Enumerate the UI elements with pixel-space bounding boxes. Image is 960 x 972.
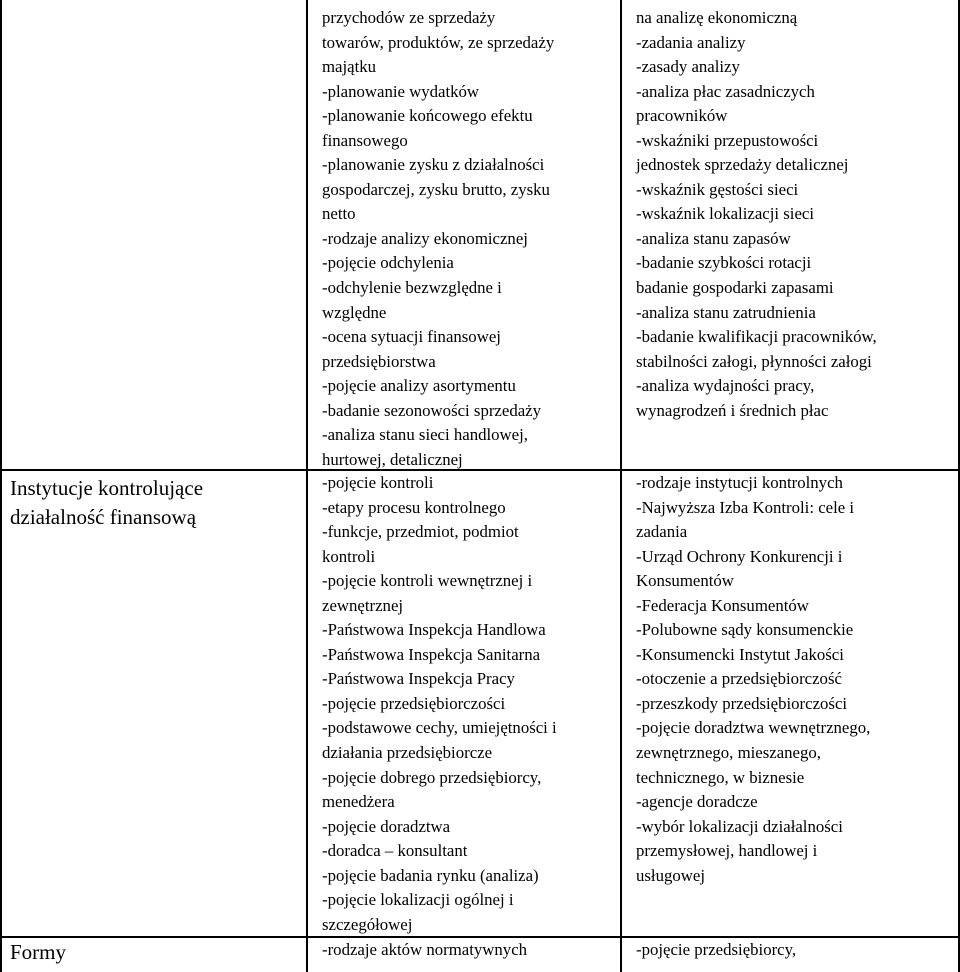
- content-line: -odchylenie bezwzględne i: [322, 278, 502, 298]
- content-line: stabilności załogi, płynności załogi: [636, 351, 872, 371]
- row-label: [10, 938, 300, 967]
- content-line: -Urząd Ochrony Konkurencji i: [636, 546, 843, 566]
- content-line: zewnętrznej: [322, 595, 404, 615]
- content-line: -zasady analizy: [636, 57, 740, 77]
- content-line: -badanie sezonowości sprzedaży: [322, 400, 541, 420]
- content-line: -Konsumencki Instytut Jakości: [636, 644, 844, 664]
- row-label-line: Instytucje kontrolujące: [10, 476, 204, 500]
- row-label: [10, 6, 300, 31]
- row-label-line: Formy: [10, 940, 67, 964]
- content-line: technicznego, w biznesie: [636, 767, 805, 787]
- content-line: -pojęcie analizy asortymentu: [322, 376, 516, 396]
- content-line: majątku: [322, 57, 377, 77]
- content-line: -Państwowa Inspekcja Sanitarna: [322, 644, 541, 664]
- content-line: -etapy procesu kontrolnego: [322, 497, 506, 517]
- content-line: -Federacja Konsumentów: [636, 595, 809, 615]
- content-line: zadania: [636, 522, 688, 542]
- content-line: -wskaźnik lokalizacji sieci: [636, 204, 814, 224]
- content-line: -funkcje, przedmiot, podmiot: [322, 522, 519, 542]
- content-line: -rodzaje instytucji kontrolnych: [636, 473, 843, 492]
- content-line: -pojęcie dobrego przedsiębiorcy,: [322, 767, 542, 787]
- content-line: -pojęcie doradztwa: [322, 816, 451, 836]
- content-line: -analiza płac zasadniczych: [636, 81, 815, 101]
- content-line: przedsiębiorstwa: [322, 351, 436, 371]
- content-line: hurtowej, detalicznej: [322, 449, 463, 469]
- content-line: przychodów ze sprzedaży: [322, 8, 496, 27]
- content-line: -analiza stanu zatrudnienia: [636, 302, 816, 322]
- content-line: kontroli: [322, 546, 376, 566]
- content-line: -pojęcie badania rynku (analiza): [322, 865, 539, 885]
- content-line: badanie gospodarki zapasami: [636, 278, 834, 298]
- content-line: -pojęcie przedsiębiorczości: [322, 693, 506, 713]
- content-line: -Państwowa Inspekcja Pracy: [322, 669, 515, 689]
- content-line: względne: [322, 302, 387, 322]
- content-line: -pojęcie kontroli: [322, 473, 434, 492]
- table-row-analysis: [0, 6, 960, 469]
- content-line: -agencje doradcze: [636, 792, 758, 812]
- content-line: -Państwowa Inspekcja Handlowa: [322, 620, 546, 640]
- content-line: -pojęcie lokalizacji ogólnej i: [322, 890, 514, 910]
- table-row-forms: [0, 938, 960, 972]
- content-line: -planowanie zysku z działalności: [322, 155, 545, 175]
- content-line: -analiza stanu sieci handlowej,: [322, 425, 528, 445]
- content-line: -planowanie końcowego efektu: [322, 106, 533, 126]
- content-line: -wybór lokalizacji działalności: [636, 816, 843, 836]
- content-line: -ocena sytuacji finansowej: [322, 327, 501, 347]
- content-column-middle: [322, 471, 618, 937]
- content-line: menedżera: [322, 792, 395, 812]
- content-line: Konsumentów: [636, 571, 734, 591]
- content-line: -wskaźnik gęstości sieci: [636, 179, 799, 199]
- content-line: usługowej: [636, 865, 705, 885]
- content-line: na analizę ekonomiczną: [636, 8, 798, 27]
- content-line: -otoczenie a przedsiębiorczość: [636, 669, 842, 689]
- row-label-line: działalność finansową: [10, 505, 197, 529]
- content-line: -rodzaje aktów normatywnych: [322, 940, 528, 959]
- content-column-right: [636, 471, 956, 888]
- row-label-line: [10, 6, 300, 31]
- content-line: działania przedsiębiorcze: [322, 743, 493, 763]
- content-line: pracowników: [636, 106, 728, 126]
- content-line: -przeszkody przedsiębiorczości: [636, 693, 848, 713]
- content-line: -analiza wydajności pracy,: [636, 376, 815, 396]
- content-column-middle: [322, 938, 618, 963]
- content-line: wynagrodzeń i średnich płac: [636, 400, 829, 420]
- content-line: -pojęcie doradztwa wewnętrznego,: [636, 718, 871, 738]
- content-line: -wskaźniki przepustowości: [636, 130, 819, 150]
- content-column-right: [636, 6, 956, 423]
- content-line: finansowego: [322, 130, 408, 150]
- content-line: -analiza stanu zapasów: [636, 228, 791, 248]
- content-line: szczegółowej: [322, 914, 413, 934]
- content-line: -pojęcie kontroli wewnętrznej i: [322, 571, 533, 591]
- content-line: zewnętrznego, mieszanego,: [636, 743, 821, 763]
- content-line: -planowanie wydatków: [322, 81, 480, 101]
- content-line: -badanie szybkości rotacji: [636, 253, 812, 273]
- content-line: gospodarczej, zysku brutto, zysku: [322, 179, 550, 199]
- content-column-right: [636, 938, 956, 963]
- table-row-control-institutions: [0, 471, 960, 936]
- content-line: przemysłowej, handlowej i: [636, 841, 818, 861]
- content-line: -rodzaje analizy ekonomicznej: [322, 228, 528, 248]
- content-line: jednostek sprzedaży detalicznej: [636, 155, 849, 175]
- content-line: -zadania analizy: [636, 32, 746, 52]
- content-line: -podstawowe cechy, umiejętności i: [322, 718, 557, 738]
- content-line: -pojęcie przedsiębiorcy,: [636, 940, 797, 959]
- content-line: -Polubowne sądy konsumenckie: [636, 620, 854, 640]
- row-label: [10, 474, 300, 532]
- content-line: -badanie kwalifikacji pracowników,: [636, 327, 877, 347]
- content-column-middle: [322, 6, 618, 472]
- content-line: -Najwyższa Izba Kontroli: cele i: [636, 497, 855, 517]
- content-line: towarów, produktów, ze sprzedaży: [322, 32, 555, 52]
- content-line: -pojęcie odchylenia: [322, 253, 454, 273]
- content-line: -doradca – konsultant: [322, 841, 468, 861]
- content-line: netto: [322, 204, 356, 224]
